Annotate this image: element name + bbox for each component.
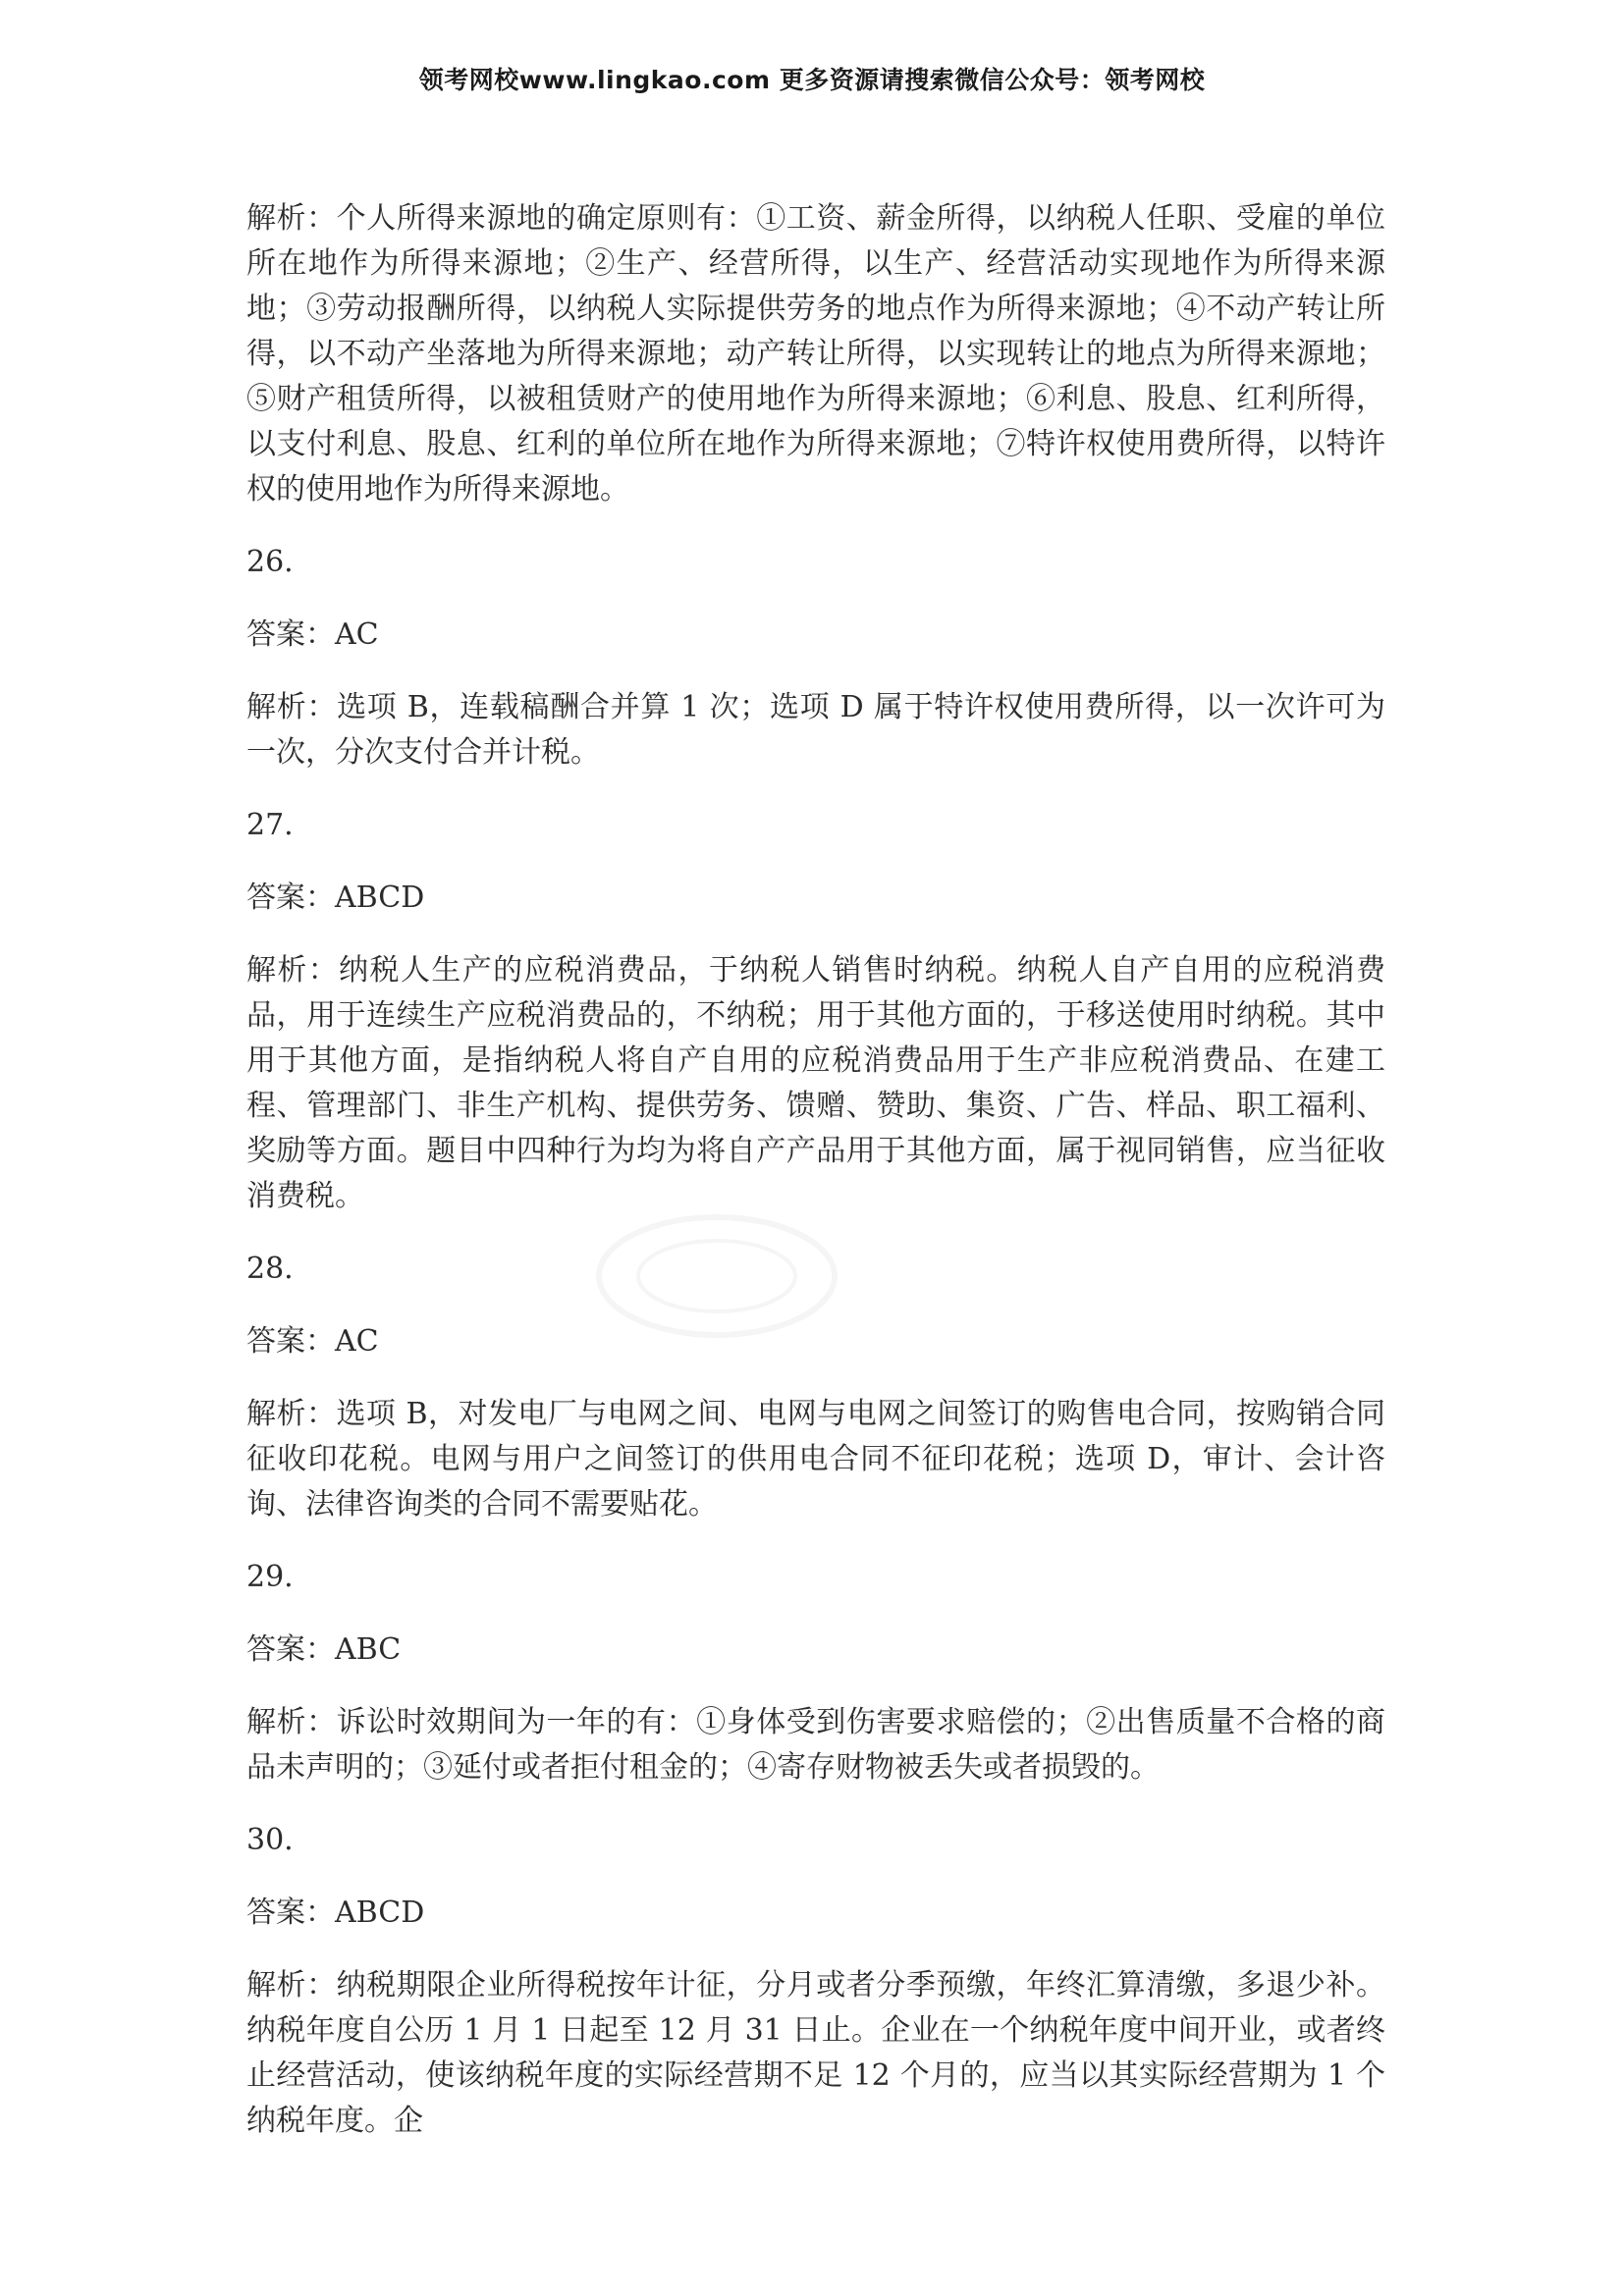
question-number: 27. — [246, 808, 294, 842]
analysis-paragraph: 解析：纳税人生产的应税消费品，于纳税人销售时纳税。纳税人自产自用的应税消费品，用于连续生产应税消费品的，不纳税；用于其他方面的，于移送使用时纳税。其中用于其他方面，是指纳税人将自产自用的应税消费品用于生产非应税消费品、在建工程、管理部门、非生产机构、提供劳务、馈赠、赞助、集资、广告、样品、职工福利、奖励等方面。题目中四种行为均为将自产产品用于其他方面，属于视同销售，应当征收消费税。 — [246, 953, 1385, 1213]
analysis-paragraph: 解析：选项 B，对发电厂与电网之间、电网与电网之间签订的购售电合同，按购销合同征收印花税。电网与用户之间签订的供用电合同不征印花税；选项 D，审计、会计咨询、法律咨询类的合同不需要贴花。 — [246, 1397, 1385, 1522]
page-header: 领考网校www.lingkao.com 更多资源请搜索微信公众号：领考网校 — [418, 66, 1206, 94]
question-number: 26. — [246, 545, 294, 579]
analysis-paragraph: 解析：个人所得来源地的确定原则有：①工资、薪金所得，以纳税人任职、受雇的单位所在地作为所得来源地；②生产、经营所得，以生产、经营活动实现地作为所得来源地；③劳动报酬所得，以纳税人实际提供劳务的地点作为所得来源地；④不动产转让所得，以不动产坐落地为所得来源地；动产转让所得，以实现转让的地点为所得来源地；⑤财产租赁所得，以被租赁财产的使用地作为所得来源地；⑥利息、股息、红利所得，以支付利息、股息、红利的单位所在地作为所得来源地；⑦特许权使用费所得，以特许权的使用地作为所得来源地。 — [246, 201, 1385, 507]
answer-line: 答案：ABCD — [246, 1896, 425, 1930]
question-number: 30. — [246, 1823, 294, 1857]
answer-line: 答案：AC — [246, 617, 379, 652]
question-number: 29. — [246, 1560, 294, 1594]
answer-line: 答案：AC — [246, 1324, 379, 1359]
question-number: 28. — [246, 1252, 294, 1286]
answer-line: 答案：ABC — [246, 1632, 402, 1667]
analysis-paragraph: 解析：诉讼时效期间为一年的有：①身体受到伤害要求赔偿的；②出售质量不合格的商品未声明的；③延付或者拒付租金的；④寄存财物被丢失或者损毁的。 — [246, 1705, 1385, 1785]
analysis-paragraph: 解析：选项 B，连载稿酬合并算 1 次；选项 D 属于特许权使用费所得，以一次许可为一次，分次支付合并计税。 — [246, 690, 1385, 770]
document-body — [246, 196, 1385, 2171]
analysis-paragraph: 解析：纳税期限企业所得税按年计征，分月或者分季预缴，年终汇算清缴，多退少补。纳税年度自公历 1 月 1 日起至 12 月 31 日止。企业在一个纳税年度中间开业，或者终止经营活动，使该纳税年度的实际经营期不足 12 个月的，应当以其实际经营期为 1 个纳税年度。企 — [246, 1968, 1385, 2138]
answer-line: 答案：ABCD — [246, 881, 425, 915]
